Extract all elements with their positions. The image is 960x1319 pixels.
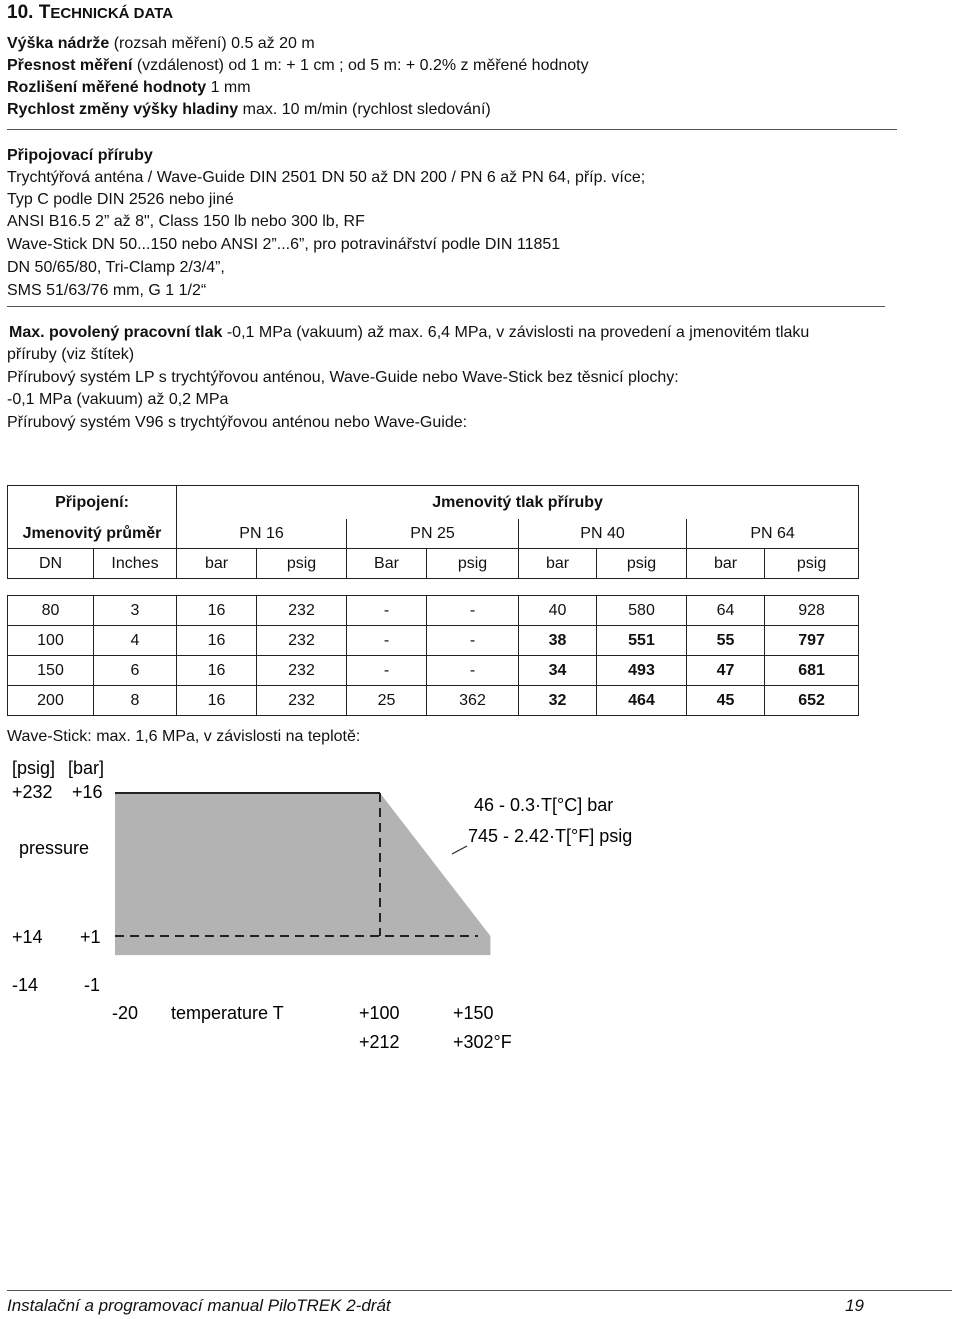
table-cell: 797 [765,626,859,656]
unit-cell: Bar [347,549,427,579]
pressure-line: příruby (viz štítek) [7,346,135,363]
y-axis-label: pressure [19,838,90,858]
x-tick-302: +302°F [453,1032,512,1052]
table-cell: 362 [427,686,519,716]
table-cell: 45 [687,686,765,716]
units-row [8,549,859,579]
table-cell: 652 [765,686,859,716]
formula-bar: 46 - 0.3·T[°C] bar [474,795,614,815]
spec-tank-height: Výška nádrže (rozsah měření) 0.5 až 20 m [7,35,315,52]
table-cell: 38 [519,626,597,656]
unit-psig: [psig] [12,758,56,778]
y-tick-bar-high: +16 [72,782,103,802]
table-cell: 16 [177,656,257,686]
table-cell: - [347,626,427,656]
table-cell: 928 [765,596,859,626]
divider [7,129,897,130]
table-cell: 493 [597,656,687,686]
table-cell: 232 [257,686,347,716]
formula-psig: 745 - 2.42·T[°F] psig [468,826,633,846]
table-row [8,596,859,626]
y-tick-psig-mid: +14 [12,927,43,947]
formula-leader [452,846,467,854]
table-cell: 232 [257,626,347,656]
wavestick-text: Wave-Stick: max. 1,6 MPa, v závislosti na teplotě: [7,728,361,745]
divider [7,306,885,307]
unit-cell: Inches [94,549,177,579]
spec-accuracy: Přesnost měření (vzdálenost) od 1 m: + 1 cm ; od 5 m: + 0.2% z měřené hodnoty [7,57,589,74]
unit-cell: bar [519,549,597,579]
table-row [8,686,859,716]
table-row [8,626,859,656]
table-cell: 4 [94,626,177,656]
pressure-text: Max. povolený pracovní tlak -0,1 MPa (vakuum) až max. 6,4 MPa, v závislosti na provedení a jmenovitém tlaku [9,324,810,341]
table-cell: - [427,656,519,686]
pressure-line: Přírubový systém LP s trychtýřovou anténou, Wave-Guide nebo Wave-Stick bez těsnicí plochy: [7,369,679,386]
table-cell: 150 [8,656,94,686]
table-cell: 64 [687,596,765,626]
table-cell: 551 [597,626,687,656]
nominal-pressure-header: Jmenovitý tlak příruby [177,486,859,520]
table-row [8,656,859,686]
x-tick-min: -20 [112,1003,139,1023]
table-cell: 16 [177,686,257,716]
pn-header: PN 16 [177,519,347,549]
pressure-temperature-chart [0,750,700,1060]
nominal-diameter-header: Jmenovitý průměr [8,519,177,549]
unit-cell: bar [177,549,257,579]
table-cell: 464 [597,686,687,716]
table-cell: 16 [177,596,257,626]
flanges-heading: Připojovací příruby [7,147,153,164]
unit-bar: [bar] [68,758,105,778]
section-title: 10. TECHNICKÁ DATA [7,2,174,23]
pn-header: PN 64 [687,519,859,549]
table-cell: 47 [687,656,765,686]
flanges-line: ANSI B16.5 2” až 8", Class 150 lb nebo 300 lb, RF [7,213,365,230]
pressure-area [115,793,490,955]
flanges-line: Typ C podle DIN 2526 nebo jiné [7,191,234,208]
table-cell: 32 [519,686,597,716]
y-tick-psig-low: -14 [12,975,39,995]
table-cell: 232 [257,596,347,626]
table-cell: 100 [8,626,94,656]
x-tick-100: +100 [359,1003,400,1023]
flanges-line: Wave-Stick DN 50...150 nebo ANSI 2”...6”, pro potravinářství podle DIN 11851 [7,236,561,253]
pn-header: PN 25 [347,519,519,549]
table-cell: - [347,656,427,686]
x-tick-212: +212 [359,1032,400,1052]
unit-cell: psig [427,549,519,579]
table-cell: 681 [765,656,859,686]
pressure-line: -0,1 MPa (vakuum) až 0,2 MPa [7,391,229,408]
table-cell: 40 [519,596,597,626]
unit-cell: psig [765,549,859,579]
table-cell: 25 [347,686,427,716]
spec-level-rate: Rychlost změny výšky hladiny max. 10 m/min (rychlost sledování) [7,101,491,118]
y-tick-bar-mid: +1 [80,927,101,947]
table-cell: 3 [94,596,177,626]
table-cell: 232 [257,656,347,686]
table-cell: 580 [597,596,687,626]
table-cell: 16 [177,626,257,656]
y-tick-bar-low: -1 [84,975,101,995]
flanges-line: DN 50/65/80, Tri-Clamp 2/3/4”, [7,259,225,276]
flanges-line: Trychtýřová anténa / Wave-Guide DIN 2501 DN 50 až DN 200 / PN 6 až PN 64, příp. více; [7,169,646,186]
table-cell: 55 [687,626,765,656]
y-tick-psig-high: +232 [12,782,53,802]
connection-header: Připojení: [8,486,177,520]
table-cell: 34 [519,656,597,686]
page-number: 19 [845,1296,864,1315]
unit-cell: psig [597,549,687,579]
unit-cell: bar [687,549,765,579]
unit-cell: psig [257,549,347,579]
table-cell: - [427,626,519,656]
table-cell: 80 [8,596,94,626]
table-cell: 6 [94,656,177,686]
spec-resolution: Rozlišení měřené hodnoty 1 mm [7,79,251,96]
pressure-line: Přírubový systém V96 s trychtýřovou anténou nebo Wave-Guide: [7,414,468,431]
table-cell: - [347,596,427,626]
flanges-line: SMS 51/63/76 mm, G 1 1/2“ [7,282,207,299]
footer-line [7,1290,952,1291]
x-tick-150: +150 [453,1003,494,1023]
x-axis-label: temperature T [171,1003,284,1023]
table-cell: 200 [8,686,94,716]
table-cell: 8 [94,686,177,716]
pressure-table [7,485,859,716]
unit-cell: DN [8,549,94,579]
table-cell: - [427,596,519,626]
footer-title: Instalační a programovací manual PiloTREK 2-drát [7,1296,391,1315]
pn-header: PN 40 [519,519,687,549]
